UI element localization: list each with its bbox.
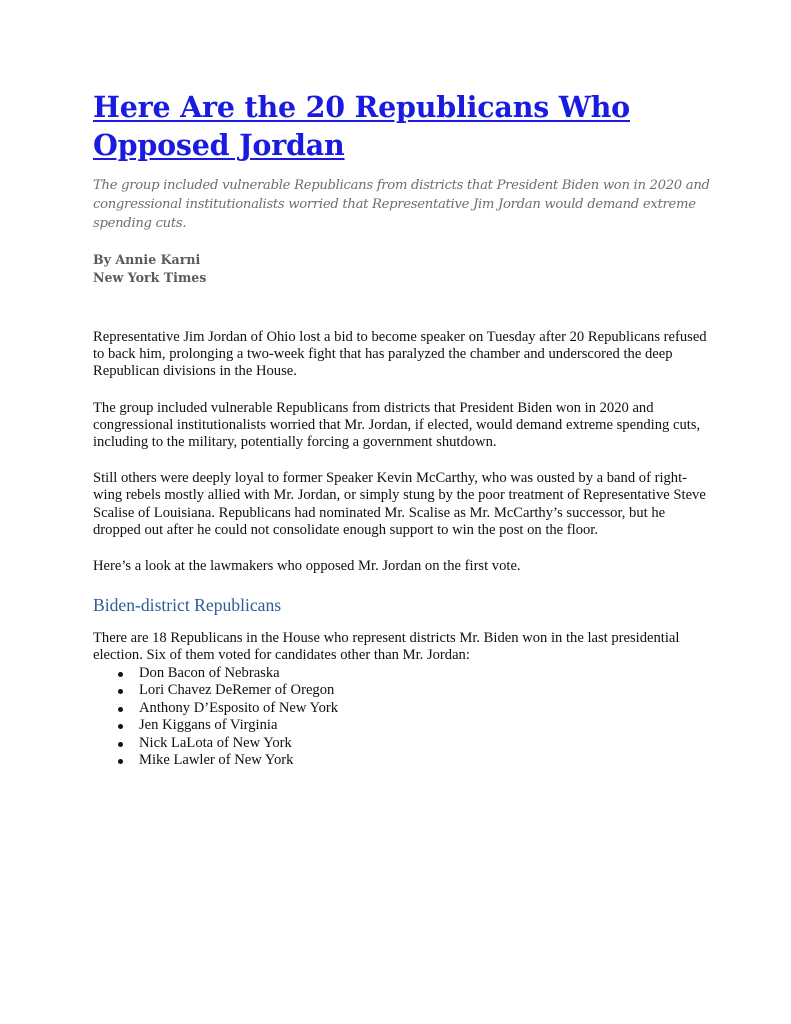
section-heading: Biden-district Republicans (93, 595, 282, 616)
paragraph-3: Still others were deeply loyal to former Speaker Kevin McCarthy, who was ousted by a band of right-wing rebels mostly allied with Mr. Jordan, or simply stung by the poor treatment of Representative Steve Scalise of Louisiana. Republicans had nominated Mr. Scalise as Mr. McCarthy’s successor, but he dropped out after he could not consolidate enough support to win the post on the floor. (93, 470, 706, 538)
article (93, 88, 713, 770)
byline-author: By Annie Karni (93, 252, 201, 267)
list-item: Jen Kiggans of Virginia (93, 717, 713, 735)
paragraph-1: Representative Jim Jordan of Ohio lost a bid to become speaker on Tuesday after 20 Republicans refused to back him, prolonging a two-week fight that has paralyzed the chamber and underscored the deep Republican divisions in the House. (93, 329, 707, 380)
lawmaker-list-a (93, 665, 713, 735)
list-item: Nick LaLota of New York (93, 735, 713, 753)
list-item: Anthony D’Esposito of New York (93, 700, 713, 718)
article-title-link[interactable]: Here Are the 20 Republicans Who Opposed Jordan (93, 90, 630, 162)
paragraph-4: Here’s a look at the lawmakers who opposed Mr. Jordan on the first vote. (93, 558, 521, 575)
article-title (93, 88, 713, 164)
byline (93, 251, 713, 287)
lawmaker-list-b (93, 735, 713, 770)
section-intro: There are 18 Republicans in the House who represent districts Mr. Biden won in the last presidential election. Six of them voted for candidates other than Mr. Jordan: (93, 630, 680, 664)
list-item: Don Bacon of Nebraska (93, 665, 713, 683)
list-item: Lori Chavez DeRemer of Oregon (93, 682, 713, 700)
article-subtitle: The group included vulnerable Republicans from districts that President Biden won in 2020 and congressional institutionalists worried that Representative Jim Jordan would demand extreme spending cuts. (93, 178, 710, 231)
paragraph-2: The group included vulnerable Republicans from districts that President Biden won in 2020 and congressional institutionalists worried that Mr. Jordan, if elected, would demand extreme spending cuts, including to the military, potentially forcing a government shutdown. (93, 399, 701, 451)
list-item: Mike Lawler of New York (93, 752, 713, 770)
byline-publication: New York Times (93, 270, 207, 285)
